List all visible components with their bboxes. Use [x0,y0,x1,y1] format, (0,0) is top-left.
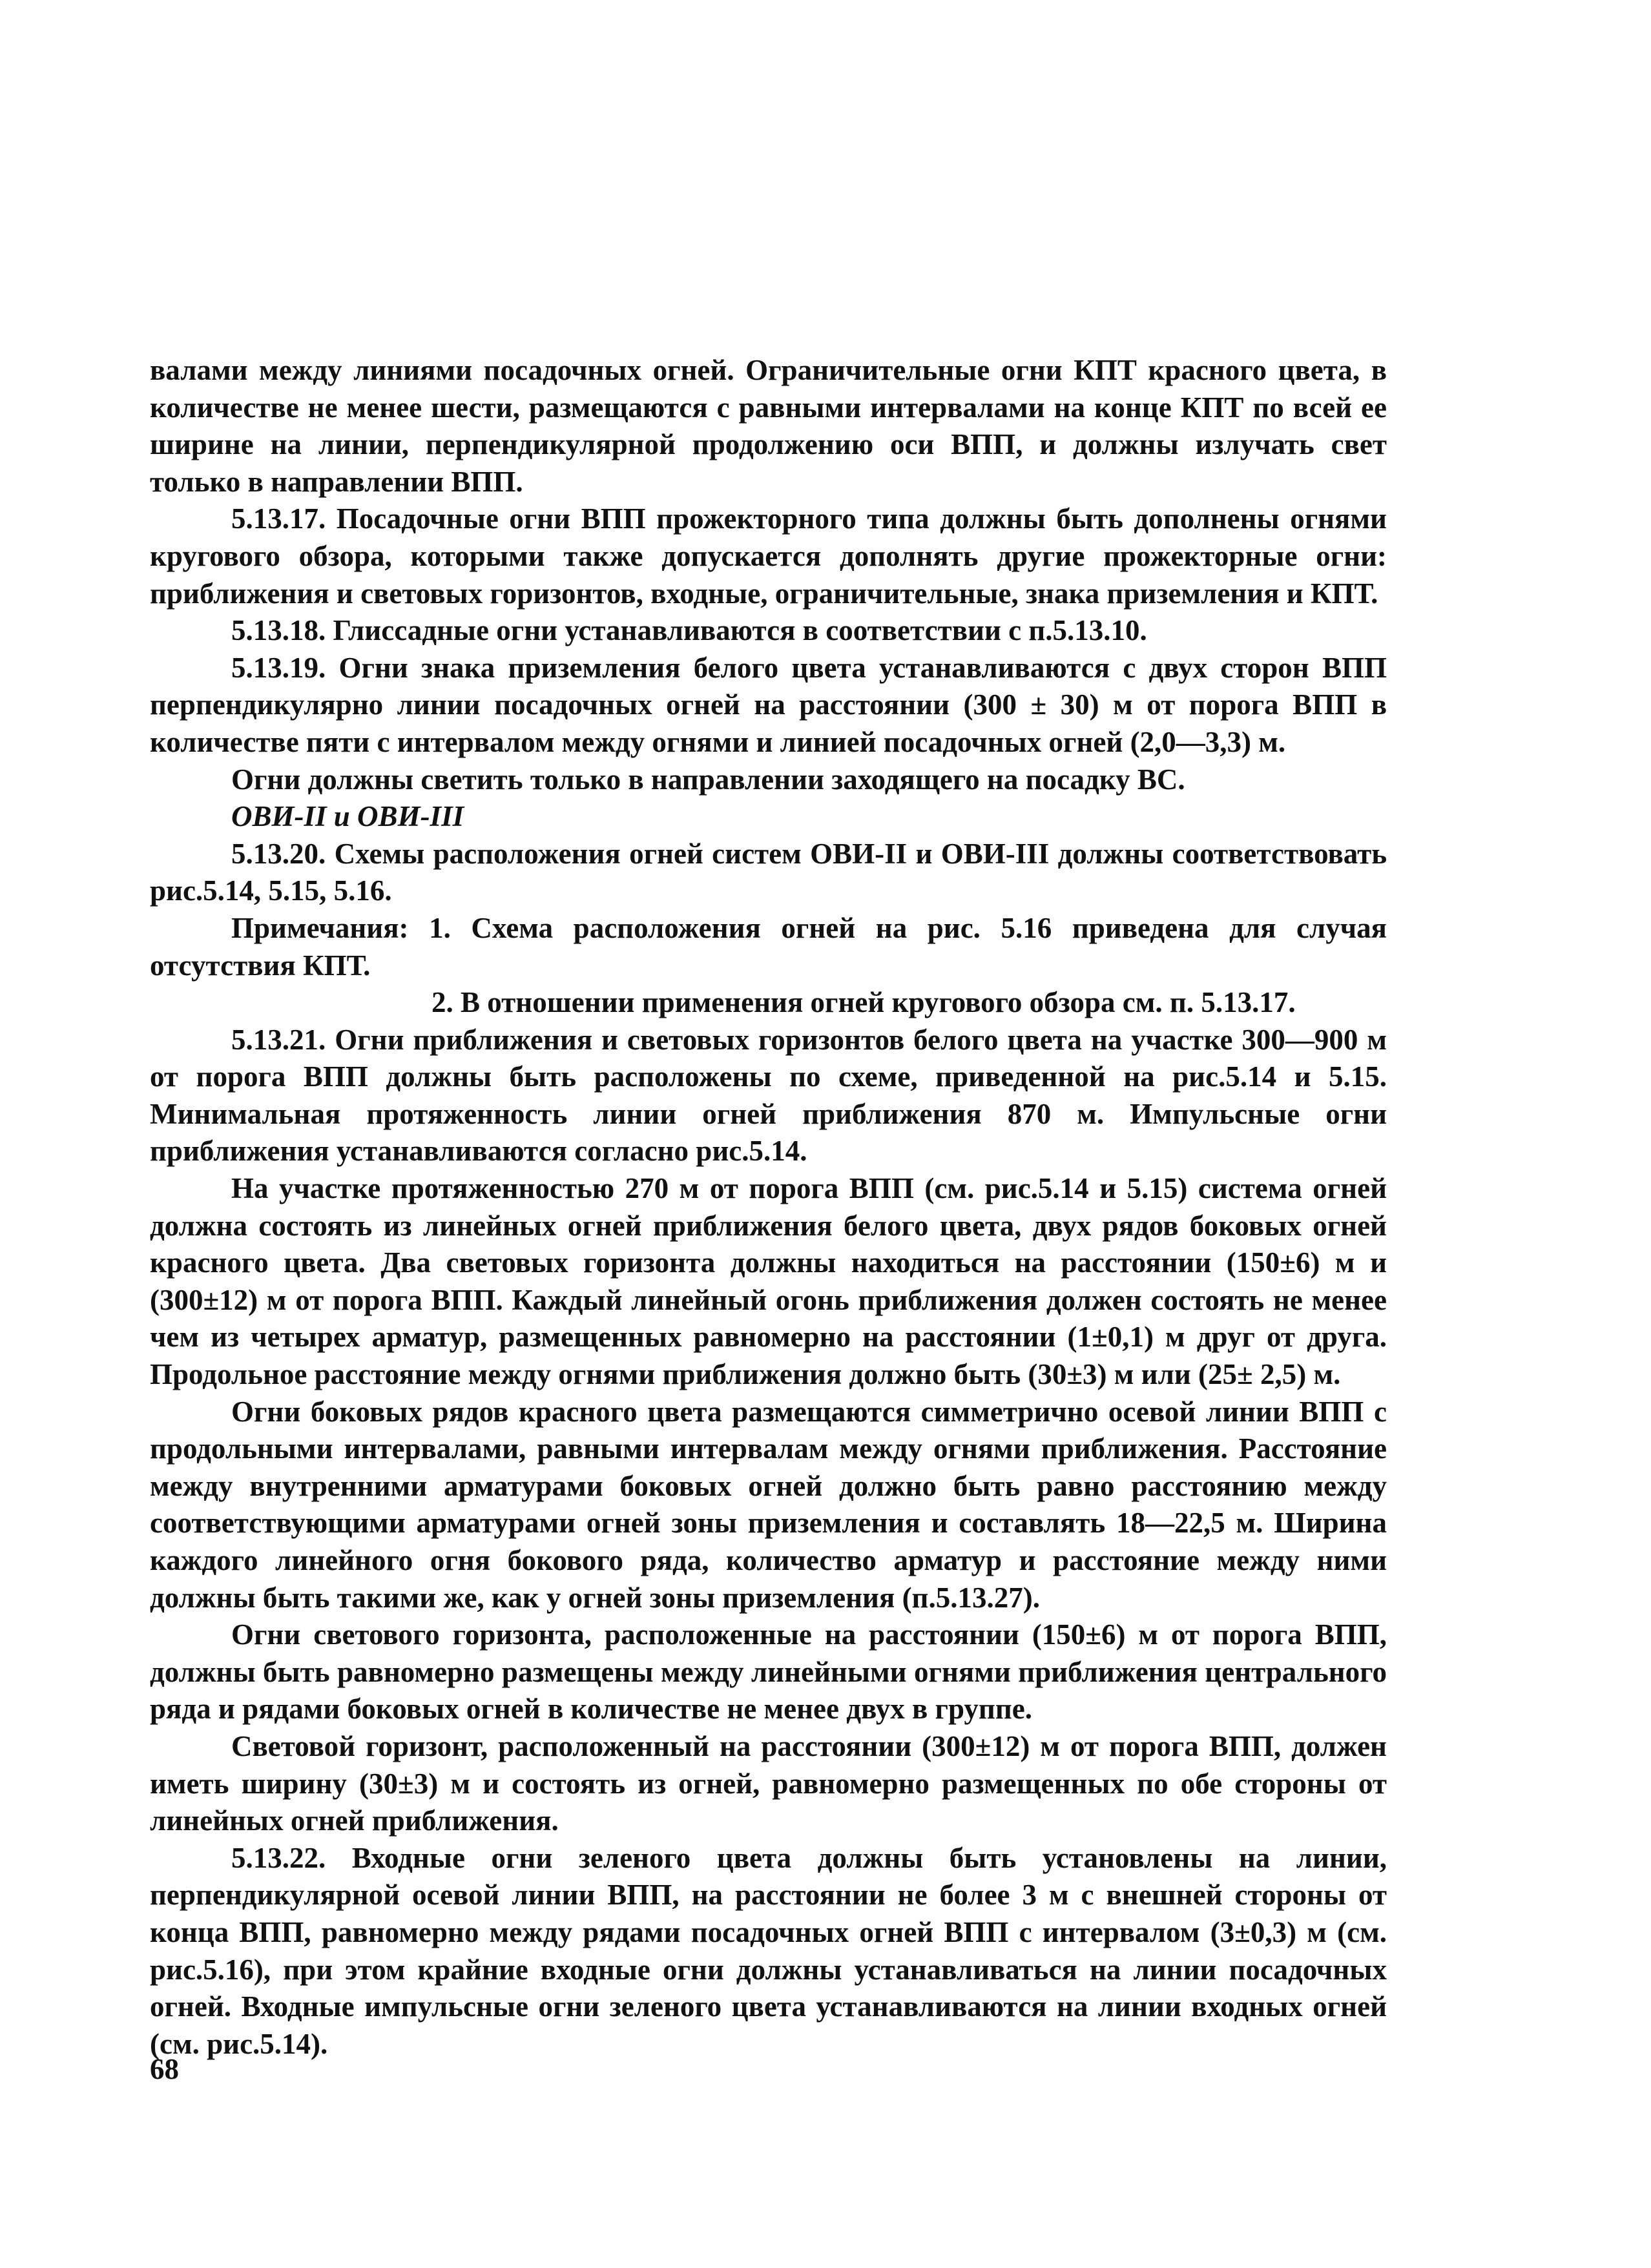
paragraph: 5.13.20. Схемы расположения огней систем ОВИ-II и ОВИ-III должны соответствовать рис.5.14, 5.15, 5.16. [150,837,1387,907]
paragraph: 5.13.22. Входные огни зеленого цвета должны быть установлены на линии, перпендикулярной осевой линии ВПП, на расстоянии не более 3 м с внешней стороны от конца ВПП, равномерно между рядами посадочных огней ВПП с интервалом (3±0,3) м (см. рис.5.16), при этом крайние входные огни должны устанавливаться на линии посадочных огней. Входные импульсные огни зеленого цвета устанавливаются на линии входных огней (см. рис.5.14). [150,1841,1387,2060]
body-text [150,352,1387,2063]
paragraph: Световой горизонт, расположенный на расстоянии (300±12) м от порога ВПП, должен иметь ширину (30±3) м и состоять из огней, равномерно размещенных по обе стороны от линейных огней приближения. [150,1729,1387,1837]
notes-label: Примечания: [231,911,409,944]
paragraph: Огни должны светить только в направлении заходящего на посадку ВС. [231,763,1185,796]
paragraph: 5.13.19. Огни знака приземления белого цвета устанавливаются с двух сторон ВПП перпендикулярно линии посадочных огней на расстоянии (300 ± 30) м от порога ВПП в количестве пяти с интервалом между огнями и линией посадочных огней (2,0—3,3) м. [150,651,1387,758]
note-1 [150,910,1387,984]
paragraph: Огни боковых рядов красного цвета размещаются симметрично осевой линии ВПП с продольными интервалами, равными интервалам между огнями приближения. Расстояние между внутренними арматурами боковых огней должно быть равно расстоянию между соответствующими арматурами огней зоны приземления и составлять 18—22,5 м. Ширина каждого линейного огня бокового ряда, количество арматур и расстояние между ними должны быть такими же, как у огней зоны приземления (п.5.13.27). [150,1395,1387,1614]
page-number: 68 [150,2053,179,2085]
paragraph: На участке протяженностью 270 м от порога ВПП (см. рис.5.14 и 5.15) система огней должна состоять из линейных огней приближения белого цвета, двух рядов боковых огней красного цвета. Два световых горизонта должны находиться на расстоянии (150±6) м и (300±12) м от порога ВПП. Каждый линейный огонь приближения должен состоять не менее чем из четырех арматур, размещенных равномерно на расстоянии (1±0,1) м друг от друга. Продольное расстояние между огнями приближения должно быть (30±3) м или (25± 2,5) м. [150,1172,1387,1391]
note-2: 2. В отношении применения огней кругового обзора см. п. 5.13.17. [431,986,1296,1019]
paragraph: 5.13.18. Глиссадные огни устанавливаются в соответствии с п.5.13.10. [231,614,1147,647]
paragraph: 5.13.21. Огни приближения и световых горизонтов белого цвета на участке 300—900 м от порога ВПП должны быть расположены по схеме, приведенной на рис.5.14 и 5.15. Минимальная протяженность линии огней приближения 870 м. Импульсные огни приближения устанавливаются согласно рис.5.14. [150,1023,1387,1168]
paragraph: валами между линиями посадочных огней. Ограничительные огни КПТ красного цвета, в количестве не менее шести, размещаются с равными интервалами на конце КПТ по всей ее ширине на линии, перпендикулярной продолжению оси ВПП, и должны излучать свет только в направлении ВПП. [150,354,1387,498]
note-1-text: 1. Схема расположения огней на рис. 5.16 приведена для случая отсутствия КПТ. [150,911,1387,982]
paragraph: Огни светового горизонта, расположенные на расстоянии (150±6) м от порога ВПП, должны быть равномерно размещены между линейными огнями приближения центрального ряда и рядами боковых огней в количестве не менее двух в группе. [150,1618,1387,1726]
section-heading: ОВИ-II и ОВИ-III [231,800,464,833]
paragraph: 5.13.17. Посадочные огни ВПП прожекторного типа должны быть дополнены огнями кругового обзора, которыми также допускается дополнять другие прожекторные огни: приближения и световых горизонтов, входные, ограничительные, знака приземления и КПТ. [150,502,1387,610]
